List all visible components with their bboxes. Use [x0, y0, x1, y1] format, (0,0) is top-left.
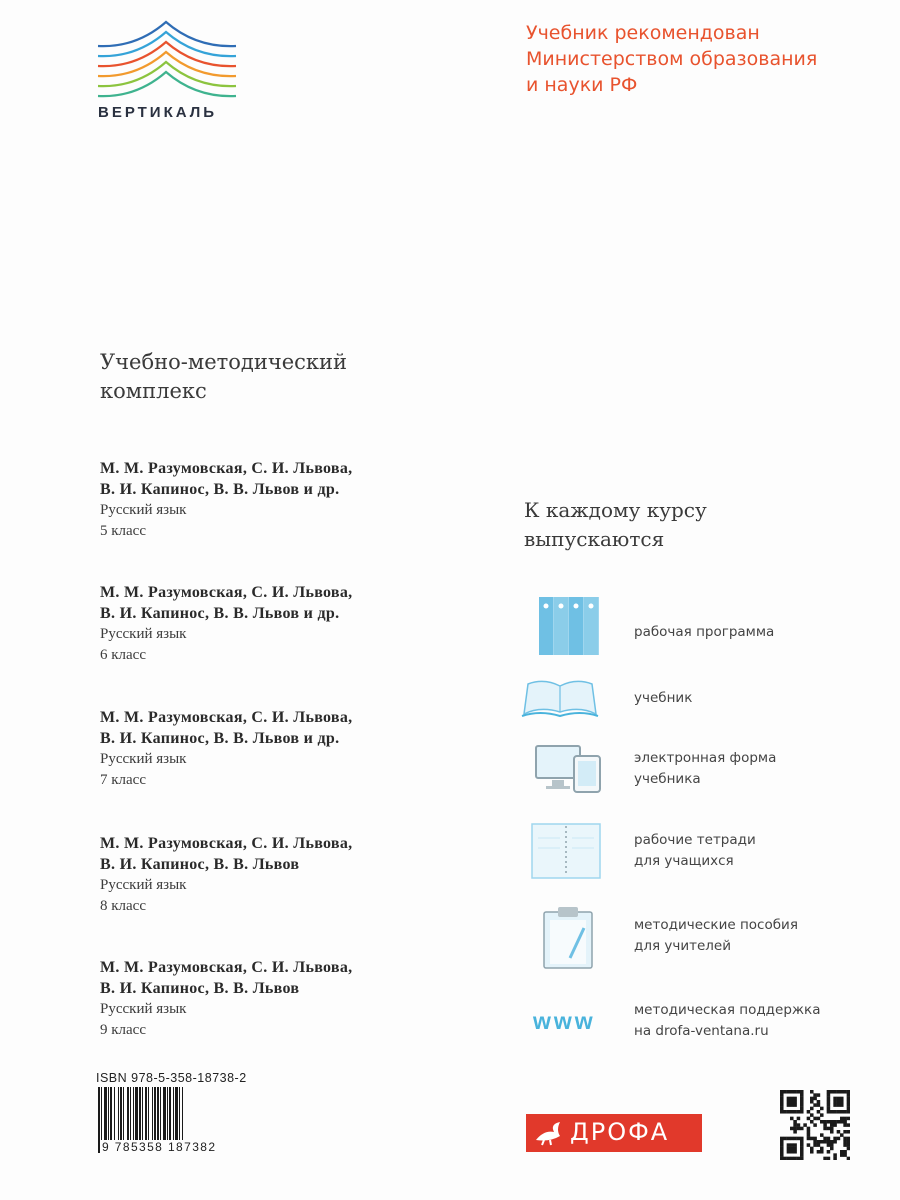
- binders-icon: [538, 596, 600, 656]
- book-authors: В. И. Капинос, В. В. Львов: [100, 856, 300, 873]
- course-heading: [524, 496, 707, 554]
- barcode-number: 9 785358 187382: [102, 1140, 217, 1154]
- logo-arcs-icon: [96, 20, 246, 102]
- book-grade: 9 класс: [100, 1022, 146, 1038]
- book-authors: М. М. Разумовская, С. И. Львова,: [100, 709, 353, 726]
- resource-label: электронная форма: [634, 750, 777, 766]
- book-authors: М. М. Разумовская, С. И. Львова,: [100, 835, 353, 852]
- umk-line: комплекс: [100, 379, 207, 403]
- book-authors: М. М. Разумовская, С. И. Львова,: [100, 584, 353, 601]
- book-subject: Русский язык: [100, 751, 187, 767]
- resource-label: на drofa-ventana.ru: [634, 1023, 769, 1039]
- book-subject: Русский язык: [100, 877, 187, 893]
- course-line: К каждому курсу: [524, 498, 707, 522]
- recommendation-line: и науки РФ: [526, 74, 638, 96]
- resource-label: рабочие тетради: [634, 832, 756, 848]
- ministry-recommendation: [526, 20, 866, 98]
- publisher-name: ДРОФА: [570, 1118, 670, 1146]
- resource-label: учебник: [634, 690, 693, 706]
- book-authors: В. И. Капинос, В. В. Львов и др.: [100, 605, 340, 622]
- book-subject: Русский язык: [100, 1001, 187, 1017]
- resource-label: методические пособия: [634, 917, 798, 933]
- devices-icon: [534, 744, 604, 794]
- notebook-icon: [530, 822, 602, 880]
- book-authors: М. М. Разумовская, С. И. Львова,: [100, 959, 353, 976]
- recommendation-line: Учебник рекомендован: [526, 22, 760, 44]
- book-entry: [100, 582, 430, 666]
- umk-heading: [100, 348, 347, 406]
- vertikal-logo: [96, 20, 246, 130]
- open-book-icon: [520, 676, 600, 718]
- bird-icon: [534, 1120, 564, 1146]
- book-subject: Русский язык: [100, 626, 187, 642]
- course-line: выпускаются: [524, 527, 665, 551]
- umk-line: Учебно-методический: [100, 350, 348, 374]
- qr-code-icon: [780, 1090, 850, 1160]
- resource-label: для учителей: [634, 938, 731, 954]
- recommendation-line: Министерством образования: [526, 48, 818, 70]
- book-entry: [100, 707, 430, 791]
- book-subject: Русский язык: [100, 502, 187, 518]
- resource-label: методическая поддержка: [634, 1002, 821, 1018]
- book-entry: [100, 458, 430, 542]
- book-authors: В. И. Капинос, В. В. Львов и др.: [100, 730, 340, 747]
- logo-name: ВЕРТИКАЛЬ: [98, 104, 218, 121]
- publisher-logo: [526, 1114, 702, 1152]
- book-authors: В. И. Капинос, В. В. Львов: [100, 980, 300, 997]
- resource-label: учебника: [634, 771, 701, 787]
- isbn-text: ISBN 978-5-358-18738-2: [96, 1071, 247, 1085]
- book-grade: 6 класс: [100, 647, 146, 663]
- book-entry: [100, 957, 430, 1041]
- book-entry: [100, 833, 430, 917]
- book-grade: 5 класс: [100, 523, 146, 539]
- book-grade: 7 класс: [100, 772, 146, 788]
- resource-label: для учащихся: [634, 853, 734, 869]
- book-authors: М. М. Разумовская, С. И. Львова,: [100, 460, 353, 477]
- www-icon: www: [533, 1008, 596, 1034]
- book-authors: В. И. Капинос, В. В. Львов и др.: [100, 481, 340, 498]
- clipboard-icon: [540, 904, 596, 970]
- book-grade: 8 класс: [100, 898, 146, 914]
- resource-label: рабочая программа: [634, 624, 775, 640]
